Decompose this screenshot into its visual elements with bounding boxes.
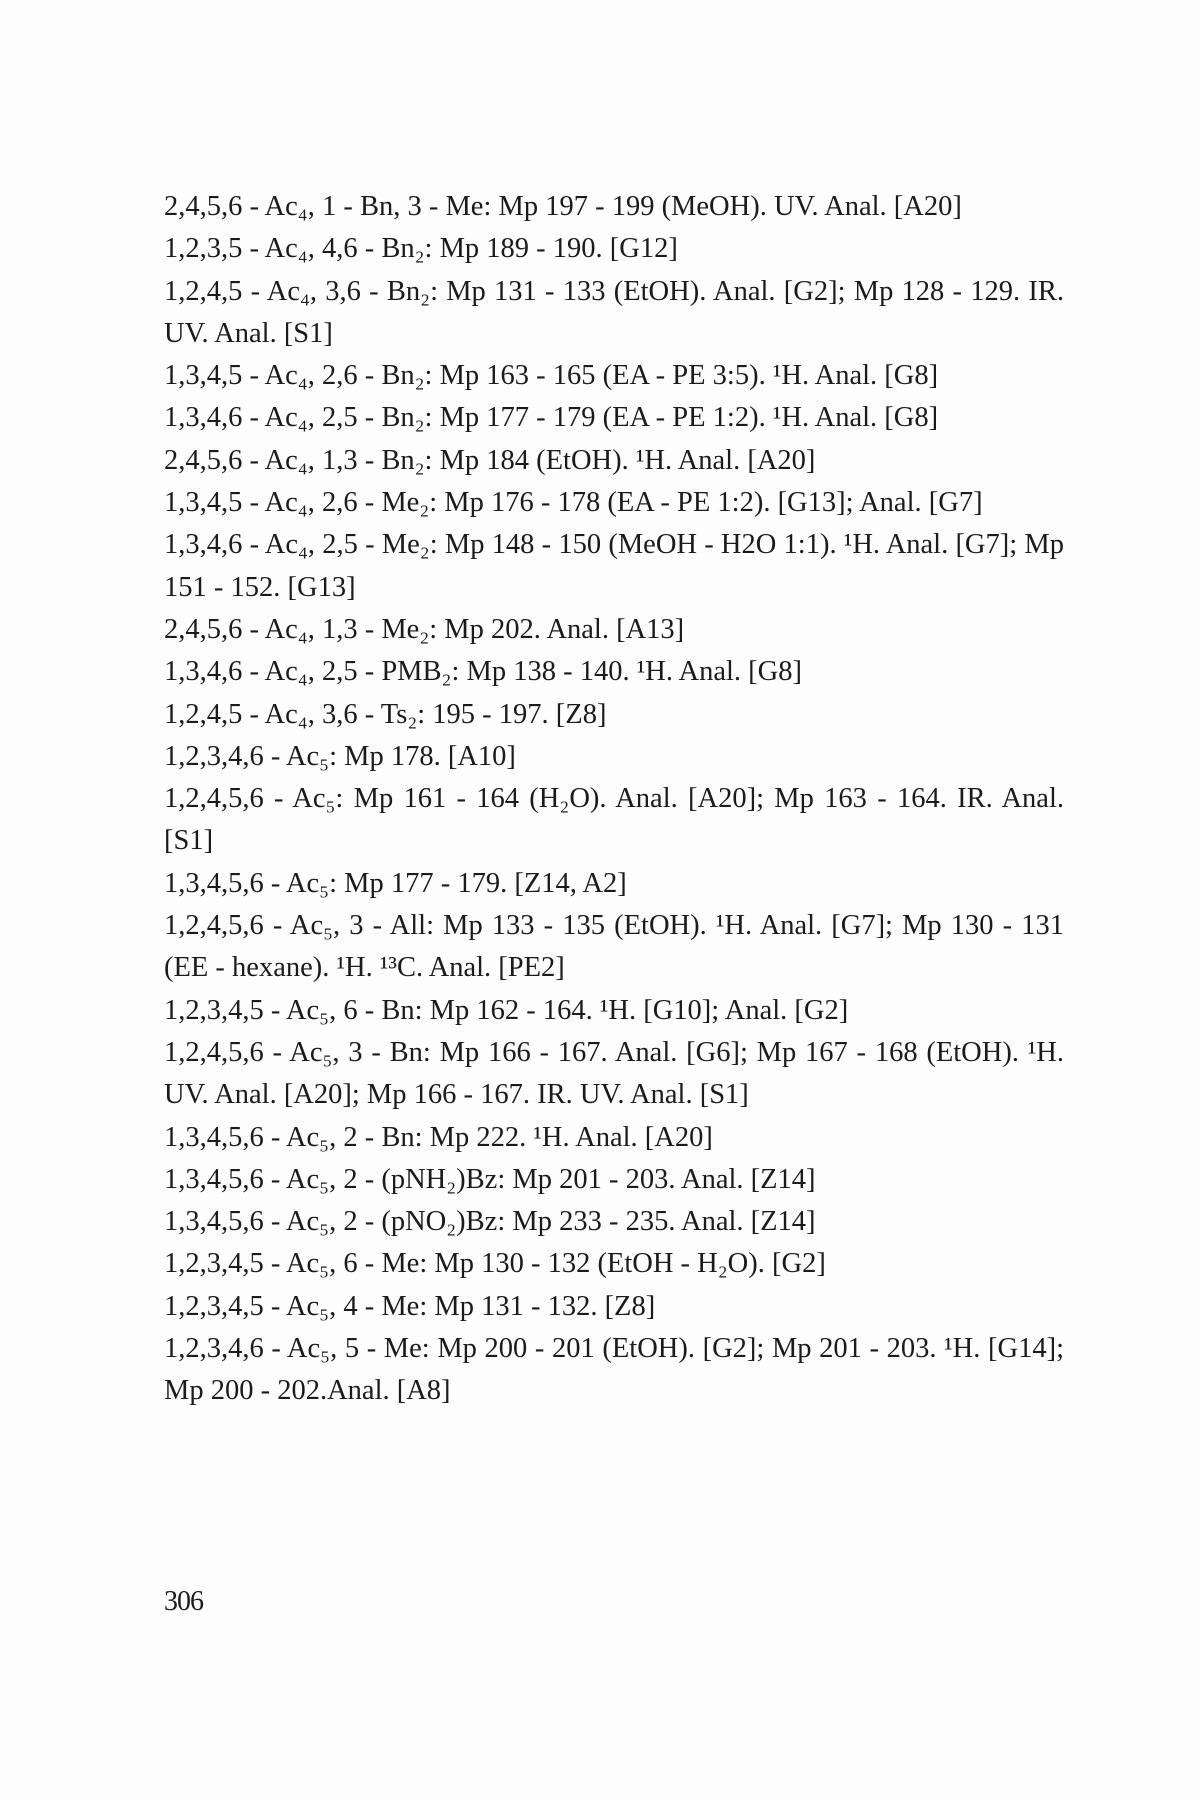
page-number: 306 xyxy=(164,1586,203,1617)
compound-entry: 2,4,5,6 - Ac₄, 1,3 - Me₂: Mp 202. Anal. [A13] xyxy=(164,613,685,645)
compound-entry: 1,3,4,6 - Ac₄, 2,5 - Bn₂: Mp 177 - 179 (EA - PE 1:2). ¹H. Anal. [G8] xyxy=(164,402,939,434)
compound-entry: 1,2,4,5 - Ac₄, 3,6 - Bn₂: Mp 131 - 133 (EtOH). Anal. [G2]; Mp 128 - 129. IR. UV. Anal. [S1] xyxy=(164,275,1064,349)
compound-entry: 1,3,4,5 - Ac₄, 2,6 - Bn₂: Mp 163 - 165 (EA - PE 3:5). ¹H. Anal. [G8] xyxy=(164,360,939,392)
compound-entry: 1,3,4,6 - Ac₄, 2,5 - PMB₂: Mp 138 - 140. ¹H. Anal. [G8] xyxy=(164,656,802,688)
compound-entry: 2,4,5,6 - Ac₄, 1 - Bn, 3 - Me: Mp 197 - 199 (MeOH). UV. Anal. [A20] xyxy=(164,191,962,222)
compound-entry: 1,3,4,5,6 - Ac₅, 2 - Bn: Mp 222. ¹H. Anal. [A20] xyxy=(164,1121,713,1153)
compound-entry: 1,3,4,5,6 - Ac₅, 2 - (pNO₂)Bz: Mp 233 - 235. Anal. [Z14] xyxy=(164,1206,816,1238)
compound-entry: 2,4,5,6 - Ac₄, 1,3 - Bn₂: Mp 184 (EtOH). ¹H. Anal. [A20] xyxy=(164,444,816,476)
compound-entry-list xyxy=(164,186,1064,1413)
compound-entry: 1,2,3,4,5 - Ac₅, 6 - Bn: Mp 162 - 164. ¹H. [G10]; Anal. [G2] xyxy=(164,994,849,1026)
compound-entry: 1,2,4,5,6 - Ac₅, 3 - Bn: Mp 166 - 167. Anal. [G6]; Mp 167 - 168 (EtOH). ¹H. UV. Anal. [A20]; Mp 166 - 167. IR. UV. Anal. [S1] xyxy=(164,1036,1064,1111)
compound-entry: 1,2,3,4,5 - Ac₅, 4 - Me: Mp 131 - 132. [Z8] xyxy=(164,1290,656,1322)
compound-entry: 1,3,4,6 - Ac₄, 2,5 - Me₂: Mp 148 - 150 (MeOH - H2O 1:1). ¹H. Anal. [G7]; Mp 151 - 152. [G13] xyxy=(164,529,1064,603)
compound-entry: 1,3,4,5 - Ac₄, 2,6 - Me₂: Mp 176 - 178 (EA - PE 1:2). [G13]; Anal. [G7] xyxy=(164,487,983,519)
compound-entry: 1,2,4,5,6 - Ac₅, 3 - All: Mp 133 - 135 (EtOH). ¹H. Anal. [G7]; Mp 130 - 131 (EE - hexane). ¹H. ¹³C. Anal. [PE2] xyxy=(164,910,1064,984)
compound-entry: 1,2,3,4,6 - Ac₅, 5 - Me: Mp 200 - 201 (EtOH). [G2]; Mp 201 - 203. ¹H. [G14]; Mp 200 - 202.Anal. [A8] xyxy=(164,1333,1064,1407)
compound-entry: 1,2,4,5,6 - Ac₅: Mp 161 - 164 (H₂O). Anal. [A20]; Mp 163 - 164. IR. Anal. [S1] xyxy=(164,783,1064,857)
compound-entry: 1,2,4,5 - Ac₄, 3,6 - Ts₂: 195 - 197. [Z8] xyxy=(164,698,607,730)
compound-entry: 1,2,3,4,5 - Ac₅, 6 - Me: Mp 130 - 132 (EtOH - H₂O). [G2] xyxy=(164,1248,826,1280)
compound-entry: 1,2,3,5 - Ac₄, 4,6 - Bn₂: Mp 189 - 190. [G12] xyxy=(164,233,678,265)
compound-entry: 1,3,4,5,6 - Ac₅, 2 - (pNH₂)Bz: Mp 201 - 203. Anal. [Z14] xyxy=(164,1163,816,1195)
compound-entry: 1,3,4,5,6 - Ac₅: Mp 177 - 179. [Z14, A2] xyxy=(164,867,627,899)
compound-entry: 1,2,3,4,6 - Ac₅: Mp 178. [A10] xyxy=(164,740,516,772)
